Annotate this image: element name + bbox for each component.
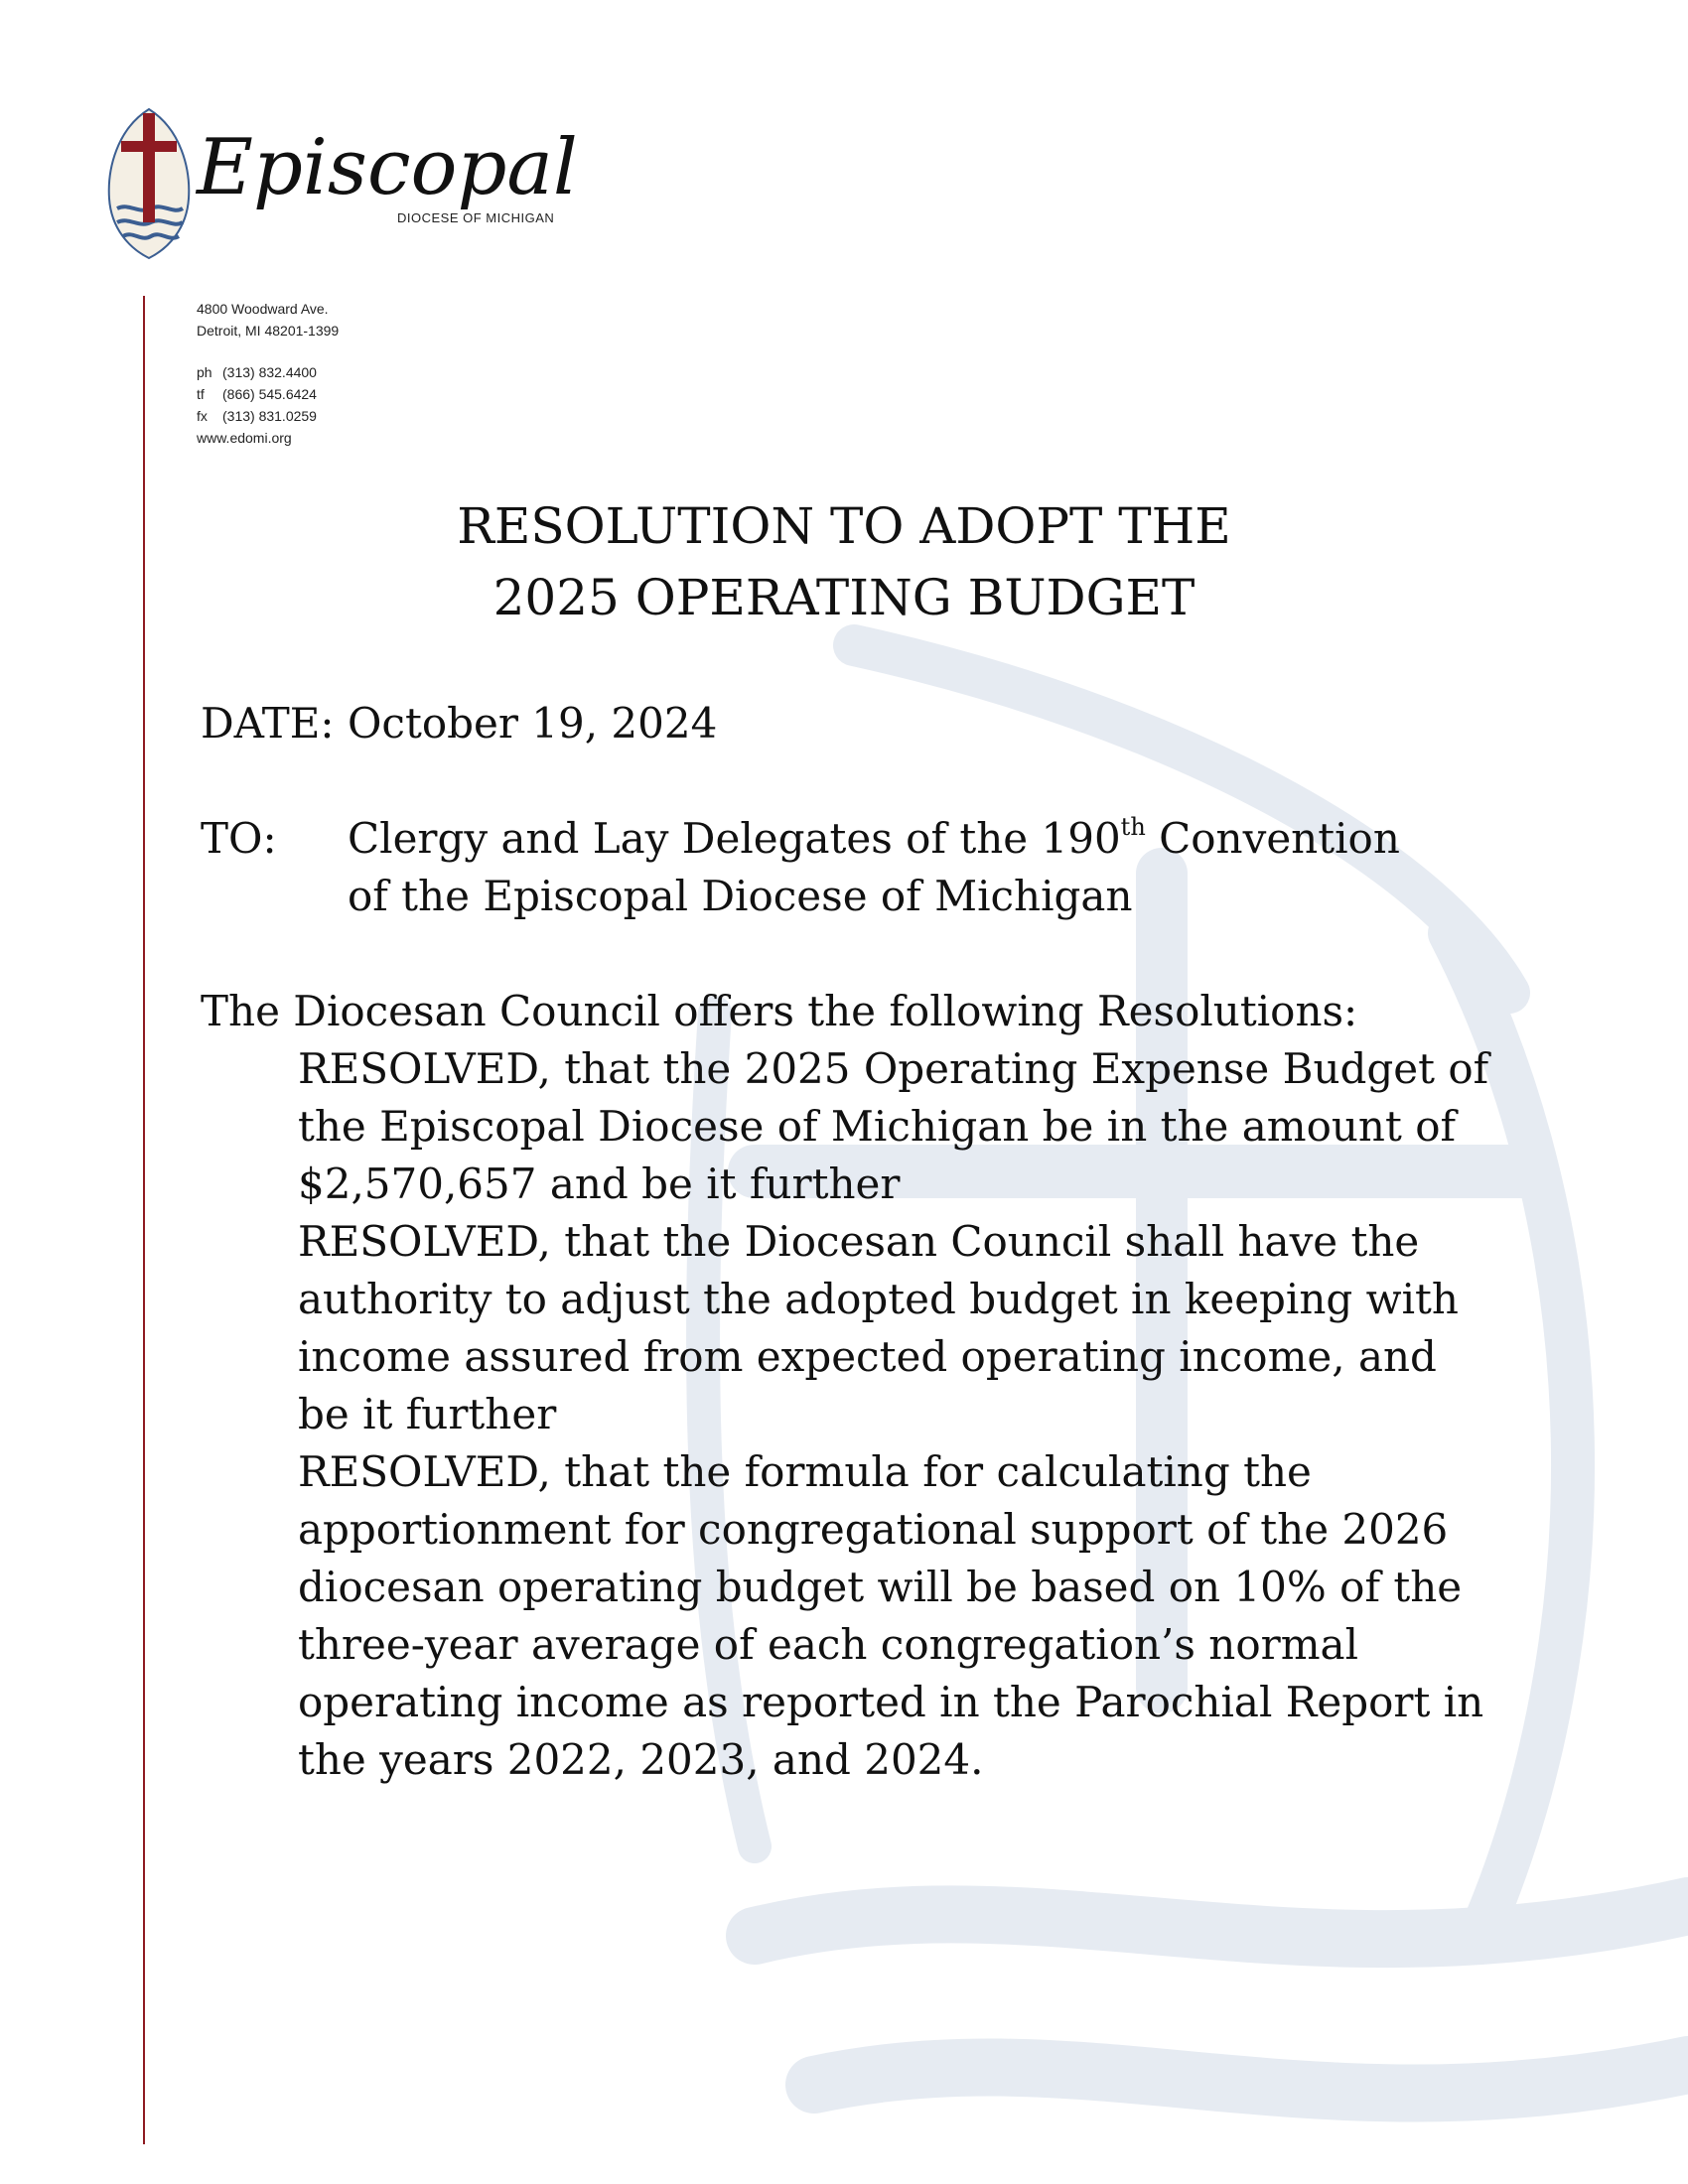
resolution-line: RESOLVED, that the 2025 Operating Expense Budget of <box>298 1044 1489 1093</box>
resolution-line: diocesan operating budget will be based on 10% of the <box>298 1563 1463 1611</box>
resolution-list <box>201 1040 1488 1789</box>
phone-line <box>197 361 339 383</box>
website-link[interactable]: www.edomi.org <box>197 430 292 446</box>
resolution-line: $2,570,657 and be it further <box>298 1160 901 1208</box>
fax-number: (313) 831.0259 <box>222 408 317 424</box>
fax-label: fx <box>197 408 208 424</box>
logo-subtitle: DIOCESE OF MICHIGAN <box>397 210 555 225</box>
intro-line: The Diocesan Council offers the following Resolutions: <box>201 987 1358 1035</box>
resolution-line: RESOLVED, that the formula for calculating the <box>298 1447 1312 1496</box>
margin-rule <box>143 296 145 2144</box>
date-label: DATE: <box>201 699 335 748</box>
address-city: Detroit, MI 48201-1399 <box>197 323 340 339</box>
resolution-line: three-year average of each congregation’s normal <box>298 1620 1359 1669</box>
ordinal-suffix: th <box>1120 813 1146 841</box>
to-line-1-text: Clergy and Lay Delegates of the 190 <box>348 814 1121 863</box>
resolution-line: apportionment for congregational support of the 2026 <box>298 1505 1449 1554</box>
tollfree-line <box>197 383 339 405</box>
to-line-1 <box>348 810 1400 868</box>
resolution-line: the Episcopal Diocese of Michigan be in the amount of <box>298 1102 1457 1151</box>
phone-number: (313) 832.4400 <box>222 364 317 380</box>
date-row <box>201 695 335 752</box>
resolution-line: be it further <box>298 1390 557 1438</box>
document-title <box>348 490 1340 633</box>
date-value: October 19, 2024 <box>348 699 718 748</box>
resolution-line: authority to adjust the adopted budget in keeping with <box>298 1275 1459 1323</box>
to-line-2: of the Episcopal Diocese of Michigan <box>348 872 1133 920</box>
logo-shield-icon <box>109 109 189 258</box>
diocese-logo <box>99 99 596 268</box>
resolution-line: the years 2022, 2023, and 2024. <box>298 1735 984 1784</box>
to-line-1-tail: Convention <box>1145 814 1400 863</box>
resolution-body <box>201 983 1488 1789</box>
title-line-2: 2025 OPERATING BUDGET <box>492 569 1196 626</box>
resolution-line: operating income as reported in the Parochial Report in <box>298 1678 1484 1726</box>
title-line-1: RESOLUTION TO ADOPT THE <box>457 497 1231 555</box>
to-label: TO: <box>201 814 277 863</box>
address-block <box>197 298 339 449</box>
logo-wordmark: Episcopal <box>197 123 578 212</box>
resolution-line: income assured from expected operating income, and <box>298 1332 1437 1381</box>
resolution-line: RESOLVED, that the Diocesan Council shall have the <box>298 1217 1420 1266</box>
address-street: 4800 Woodward Ave. <box>197 301 329 317</box>
tollfree-number: (866) 545.6424 <box>222 386 317 402</box>
fax-line <box>197 405 339 427</box>
phone-label: ph <box>197 364 212 380</box>
tollfree-label: tf <box>197 386 205 402</box>
